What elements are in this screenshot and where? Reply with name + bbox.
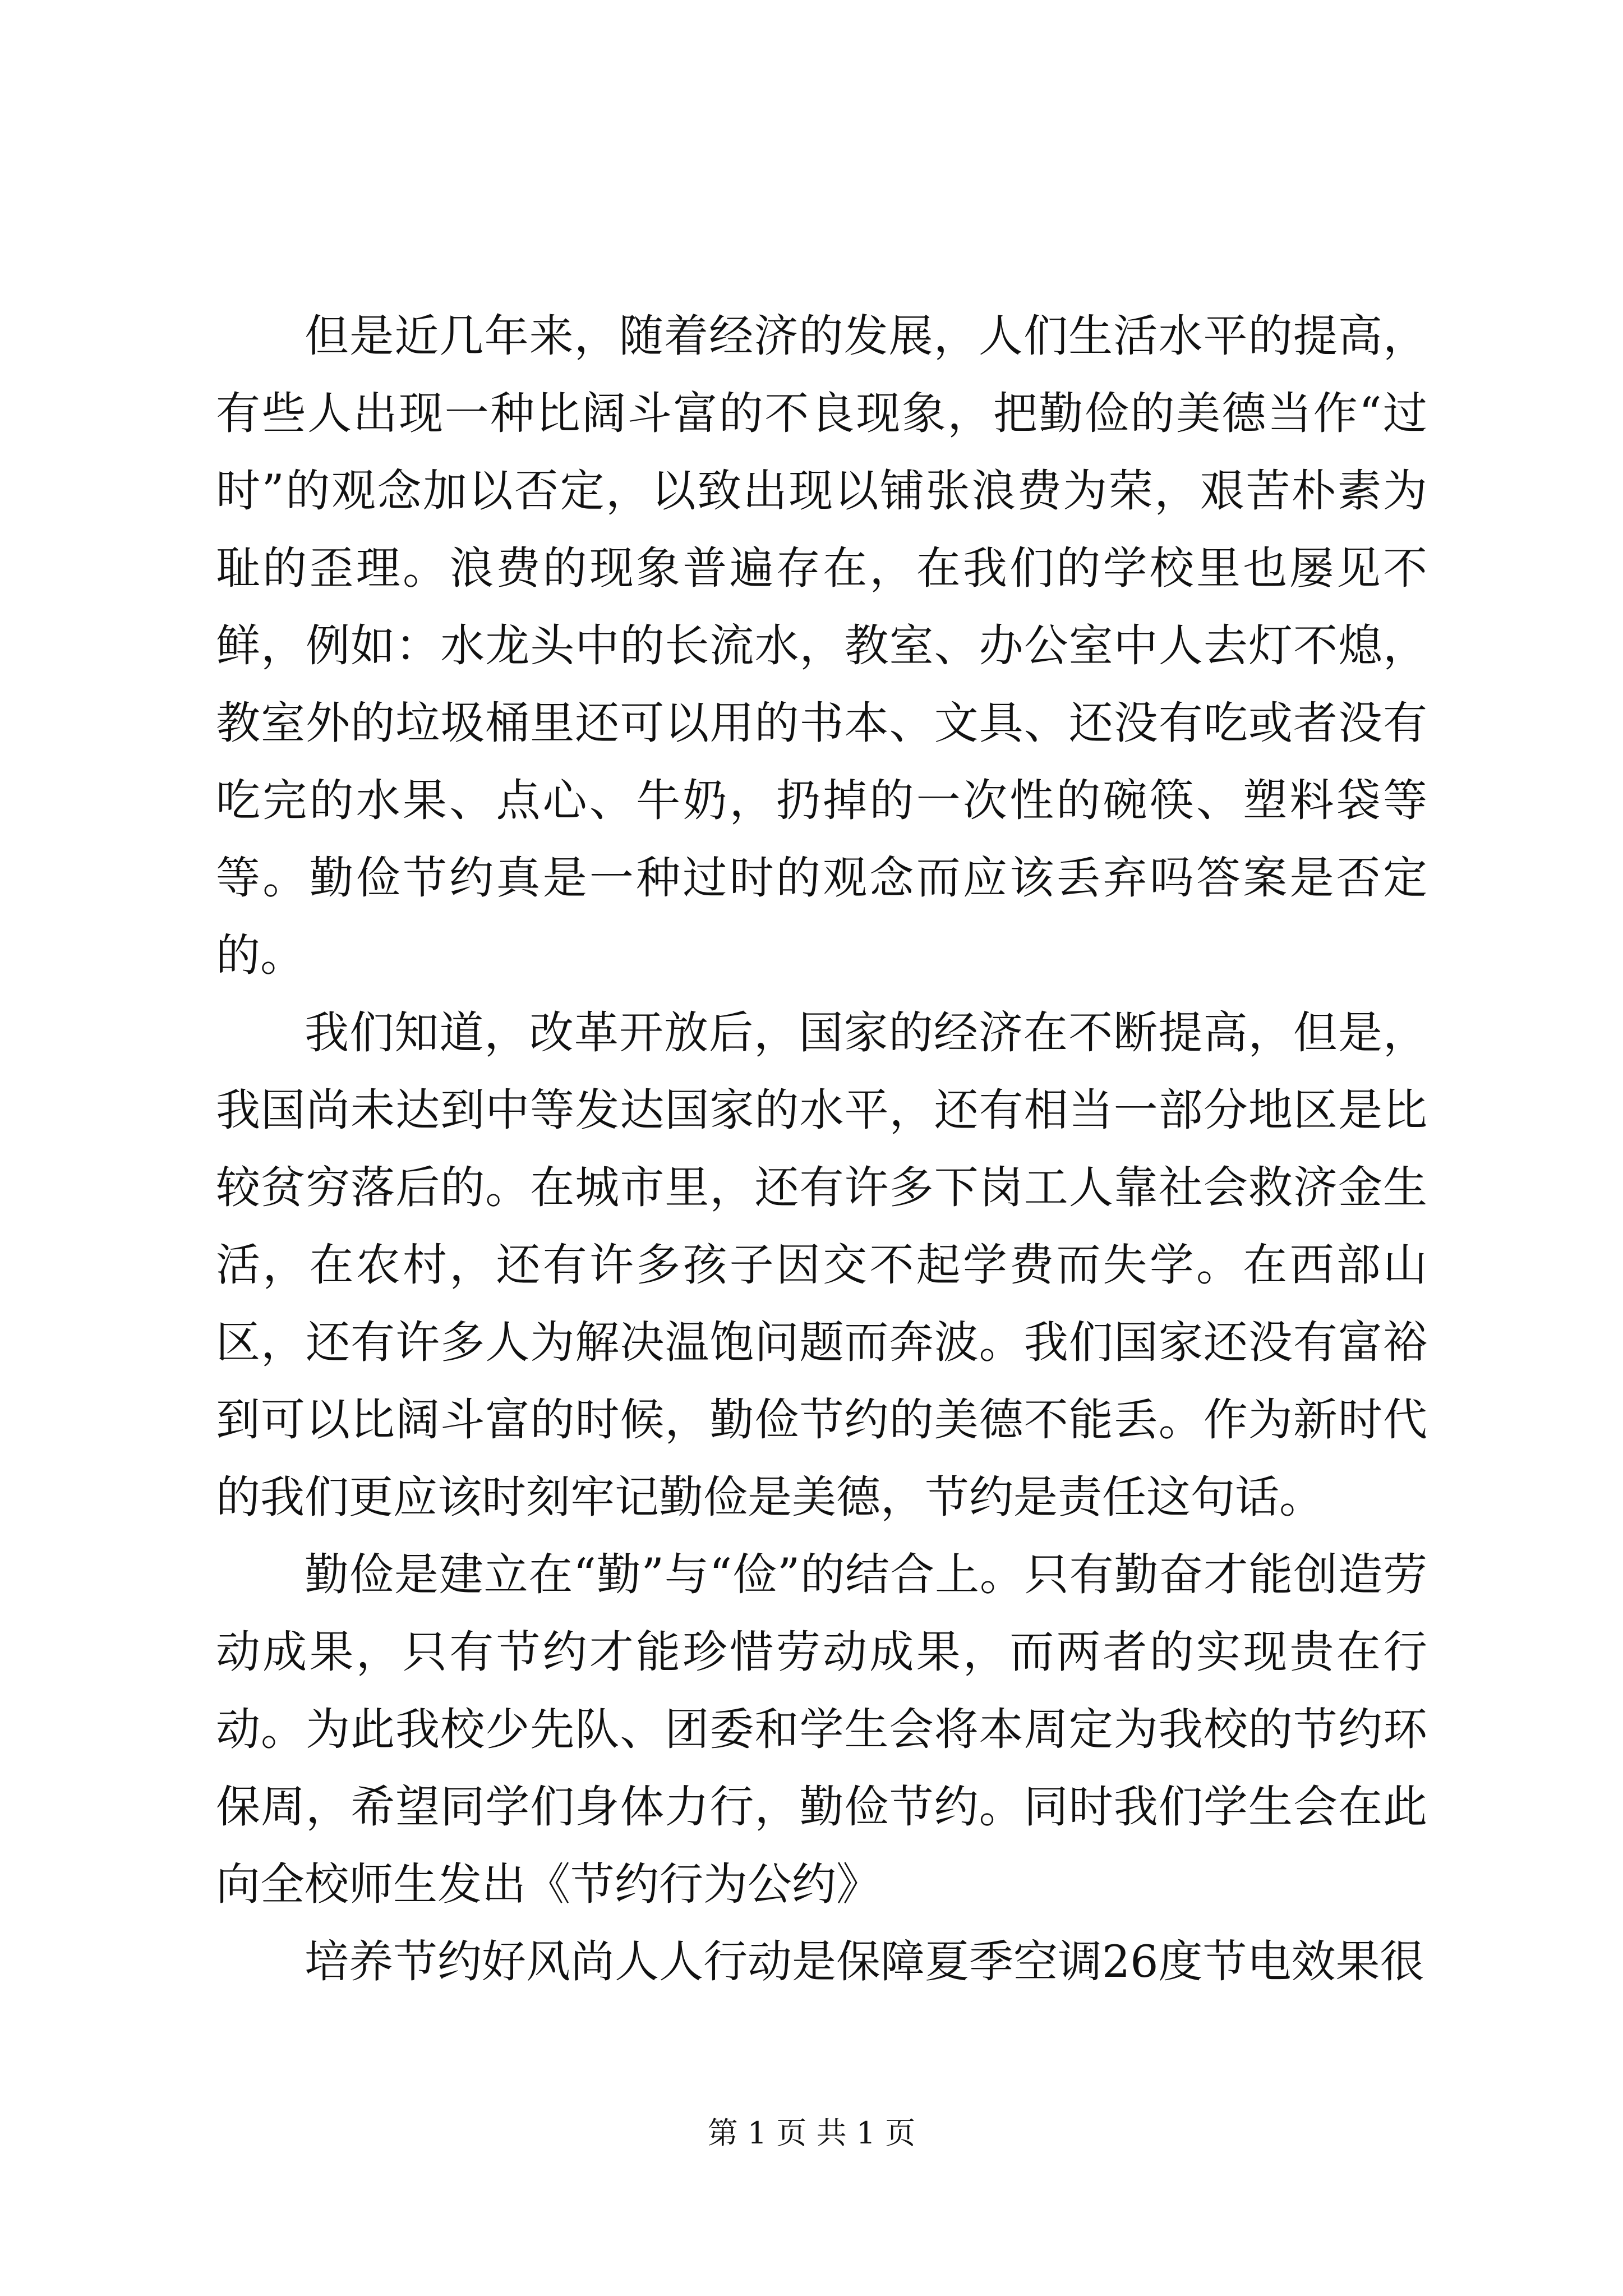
page-number-footer: 第 1 页 共 1 页 (707, 2115, 916, 2151)
document-body (216, 297, 1427, 2000)
paragraph-3: 勤俭是建立在“勤”与“俭”的结合上。只有勤奋才能创造劳动成果，只有节约才能珍惜劳动成果，而两者的实现贵在行动。为此我校少先队、团委和学生会将本周定为我校的节约环保周，希望同学们身体力行，勤俭节约。同时我们学生会在此向全校师生发出《节约行为公约》 (216, 1549, 1427, 1910)
paragraph-2: 我们知道，改革开放后，国家的经济在不断提高，但是，我国尚未达到中等发达国家的水平，还有相当一部分地区是比较贫穷落后的。在城市里，还有许多下岗工人靠社会救济金生活，在农村，还有许多孩子因交不起学费而失学。在西部山区，还有许多人为解决温饱问题而奔波。我们国家还没有富裕到可以比阔斗富的时候，勤俭节约的美德不能丢。作为新时代的我们更应该时刻牢记勤俭是美德，节约是责任这句话。 (216, 1007, 1427, 1523)
paragraph-1: 但是近几年来，随着经济的发展，人们生活水平的提高，有些人出现一种比阔斗富的不良现象，把勤俭的美德当作“过时”的观念加以否定，以致出现以铺张浪费为荣，艰苦朴素为耻的歪理。浪费的现象普遍存在，在我们的学校里也屡见不鲜，例如：水龙头中的长流水，教室、办公室中人去灯不熄，教室外的垃圾桶里还可以用的书本、文具、还没有吃或者没有吃完的水果、点心、牛奶，扔掉的一次性的碗筷、塑料袋等等。勤俭节约真是一种过时的观念而应该丢弃吗答案是否定的。 (216, 310, 1427, 981)
paragraph-4: 培养节约好风尚人人行动是保障夏季空调26度节电效果很 (305, 1936, 1424, 1987)
